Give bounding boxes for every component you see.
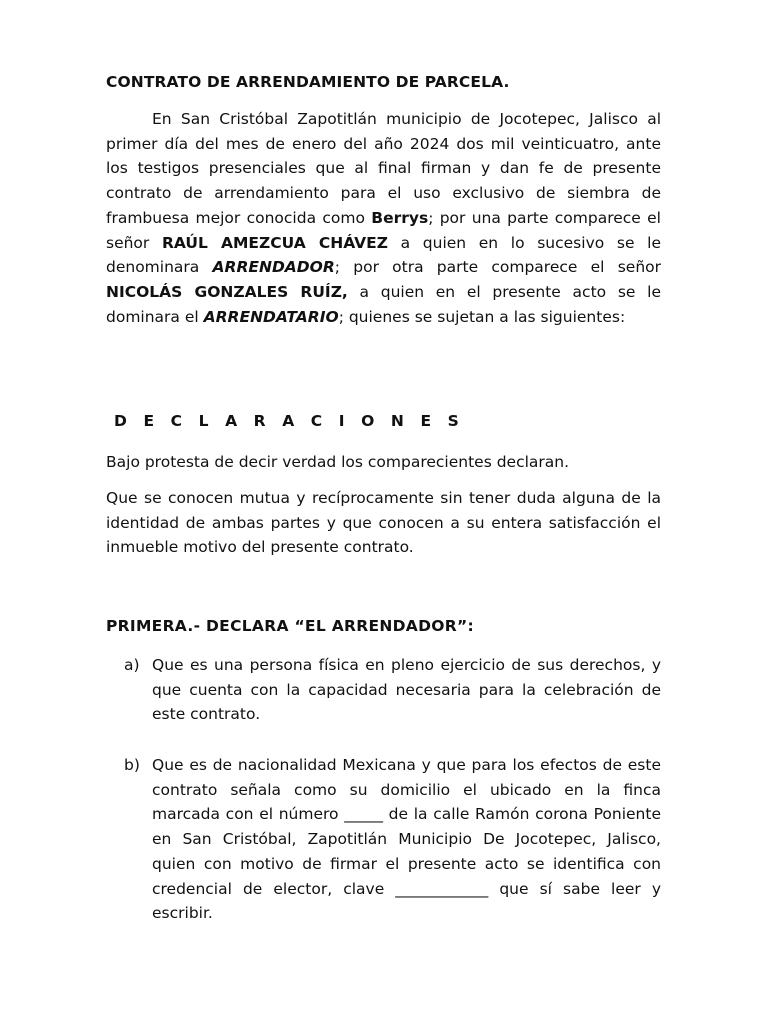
intro-paragraph (106, 107, 661, 329)
intro-bold-arrendatario-name: NICOLÁS GONZALES RUÍZ, (106, 282, 348, 301)
intro-bold-arrendador-name: RAÚL AMEZCUA CHÁVEZ (161, 233, 388, 252)
list-item-marker: b) (124, 756, 140, 774)
intro-bold-italic-arrendatario: ARRENDATARIO (203, 307, 339, 326)
list-item-text: Que es de nacionalidad Mexicana y que para los efectos de este contrato señala como su domicilio el ubicado en la finca marcada con el número _____ de la calle Ramón corona Poniente en San Cristóbal, Zapotitlán Municipio De Jocotepec, Jalisco, quien con motivo de firmar el presente acto se identifica con credencial de elector, clave ____________ que sí sabe leer y escribir. (152, 756, 661, 923)
bajo-protesta-paragraph: Bajo protesta de decir verdad los comparecientes declaran. (106, 453, 570, 471)
intro-text-6: ; quienes se sujetan a las siguientes: (338, 307, 626, 326)
document-page (106, 0, 661, 1024)
intro-bold-berrys: Berrys (371, 208, 429, 227)
intro-text-5: a quien en el presente acto se le dominara el (106, 282, 661, 326)
document-title: CONTRATO DE ARRENDAMIENTO DE PARCELA. (106, 73, 510, 91)
declaraciones-heading: D E C L A R A C I O N E S (114, 412, 465, 430)
list-item-text: Que es una persona física en pleno ejercicio de sus derechos, y que cuenta con la capacidad necesaria para la celebración de este contrato. (152, 656, 661, 724)
list-item-marker: a) (124, 656, 140, 674)
intro-text-4: ; por otra parte comparece el señor (334, 258, 661, 277)
intro-bold-italic-arrendador: ARRENDADOR (212, 258, 335, 277)
primera-heading: PRIMERA.- DECLARA “EL ARRENDADOR”: (106, 617, 474, 635)
intro-text-1: En San Cristóbal Zapotitlán municipio de Jocotepec, Jalisco al primer día del mes de enero del año 2024 dos mil veinticuatro, ante los testigos presenciales que al final firman y dan fe de presente contrato de arrendamiento para el uso exclusivo de siembra de frambuesa mejor conocida como (106, 110, 661, 227)
conocen-paragraph: Que se conocen mutua y recíprocamente sin tener duda alguna de la identidad de ambas partes y que conocen a su entera satisfacción el inmueble motivo del presente contrato. (106, 489, 661, 557)
intro-text-2: ; por una parte comparece el señor (106, 208, 661, 252)
intro-text-3: a quien en lo sucesivo se le denominara (106, 233, 661, 277)
